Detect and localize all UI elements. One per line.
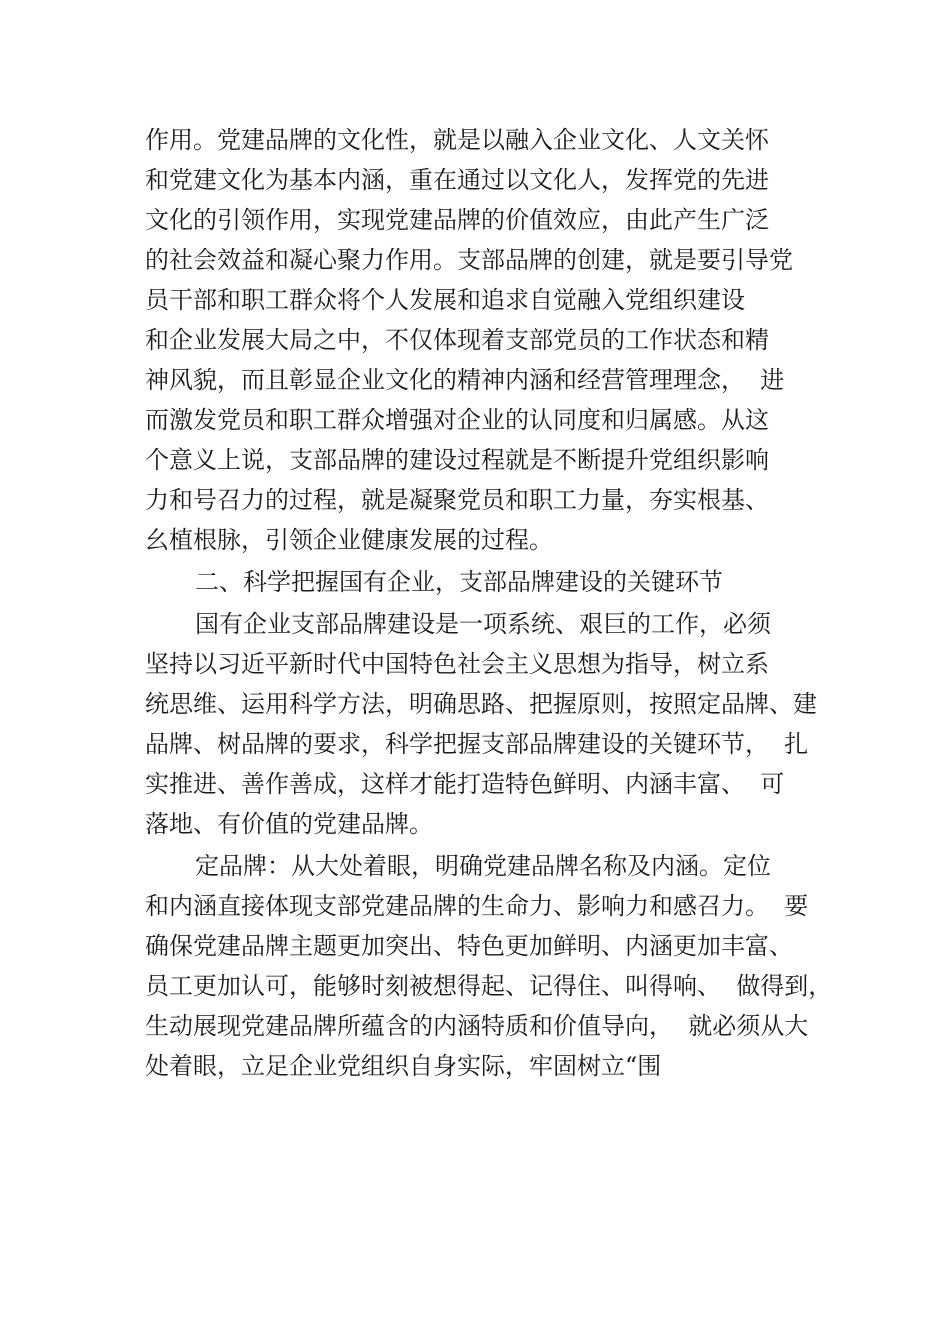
paragraph-line: 落地、有价值的党建品牌。: [145, 810, 433, 838]
paragraph-line: 实推进、善作善成，这样才能打造特色鲜明、内涵丰富、 可: [145, 770, 785, 798]
paragraph-line: 员工更加认可，能够时刻被想得起、记得住、叫得响、 做得到，: [145, 972, 833, 1000]
paragraph-line: 的社会效益和凝心聚力作用。支部品牌的创建，就是要引导党: [145, 246, 793, 274]
paragraph-line: 文化的引领作用，实现党建品牌的价值效应，由此产生广泛: [145, 206, 769, 234]
paragraph-line: 员干部和职工群众将个人发展和追求自觉融入党组织建设: [145, 286, 745, 314]
paragraph-line: 而激发党员和职工群众增强对企业的认同度和归属感。从这: [145, 406, 769, 434]
paragraph-line: 神风貌，而且彰显企业文化的精神内涵和经营管理理念， 进: [145, 366, 785, 394]
paragraph-line: 和企业发展大局之中，不仅体现着支部党员的工作状态和精: [145, 326, 769, 354]
paragraph-line: 和党建文化为基本内涵，重在通过以文化人，发挥党的先进: [145, 166, 769, 194]
paragraph-line: 个意义上说，支部品牌的建设过程就是不断提升党组织影响: [145, 446, 769, 474]
paragraph-line: 品牌、树品牌的要求，科学把握支部品牌建设的关键环节， 扎: [145, 730, 809, 758]
section-heading: 二、科学把握国有企业，支部品牌建设的关键环节: [195, 568, 723, 596]
paragraph-line: 处着眼，立足企业党组织自身实际，牢固树立“围: [145, 1052, 662, 1080]
paragraph-line: 统思维、运用科学方法，明确思路、把握原则，按照定品牌、建: [145, 690, 817, 718]
paragraph-line: 坚持以习近平新时代中国特色社会主义思想为指导，树立系: [145, 650, 769, 678]
paragraph-line: 和内涵直接体现支部党建品牌的生命力、影响力和感召力。 要: [145, 892, 809, 920]
paragraph-line: 作用。党建品牌的文化性，就是以融入企业文化、人文关怀: [145, 126, 769, 154]
paragraph-line: 国有企业支部品牌建设是一项系统、艰巨的工作，必须: [195, 610, 771, 638]
paragraph-line: 生动展现党建品牌所蕴含的内涵特质和价值导向， 就必须从大: [145, 1012, 809, 1040]
paragraph-line: 确保党建品牌主题更加突出、特色更加鲜明、内涵更加丰富、: [145, 932, 793, 960]
paragraph-line: ⼳植根脉，引领企业健康发展的过程。: [145, 526, 553, 554]
paragraph-line: 力和号召力的过程，就是凝聚党员和职工力量，夯实根基、: [145, 486, 769, 514]
paragraph-line: 定品牌：从大处着眼，明确党建品牌名称及内涵。定位: [195, 852, 771, 880]
